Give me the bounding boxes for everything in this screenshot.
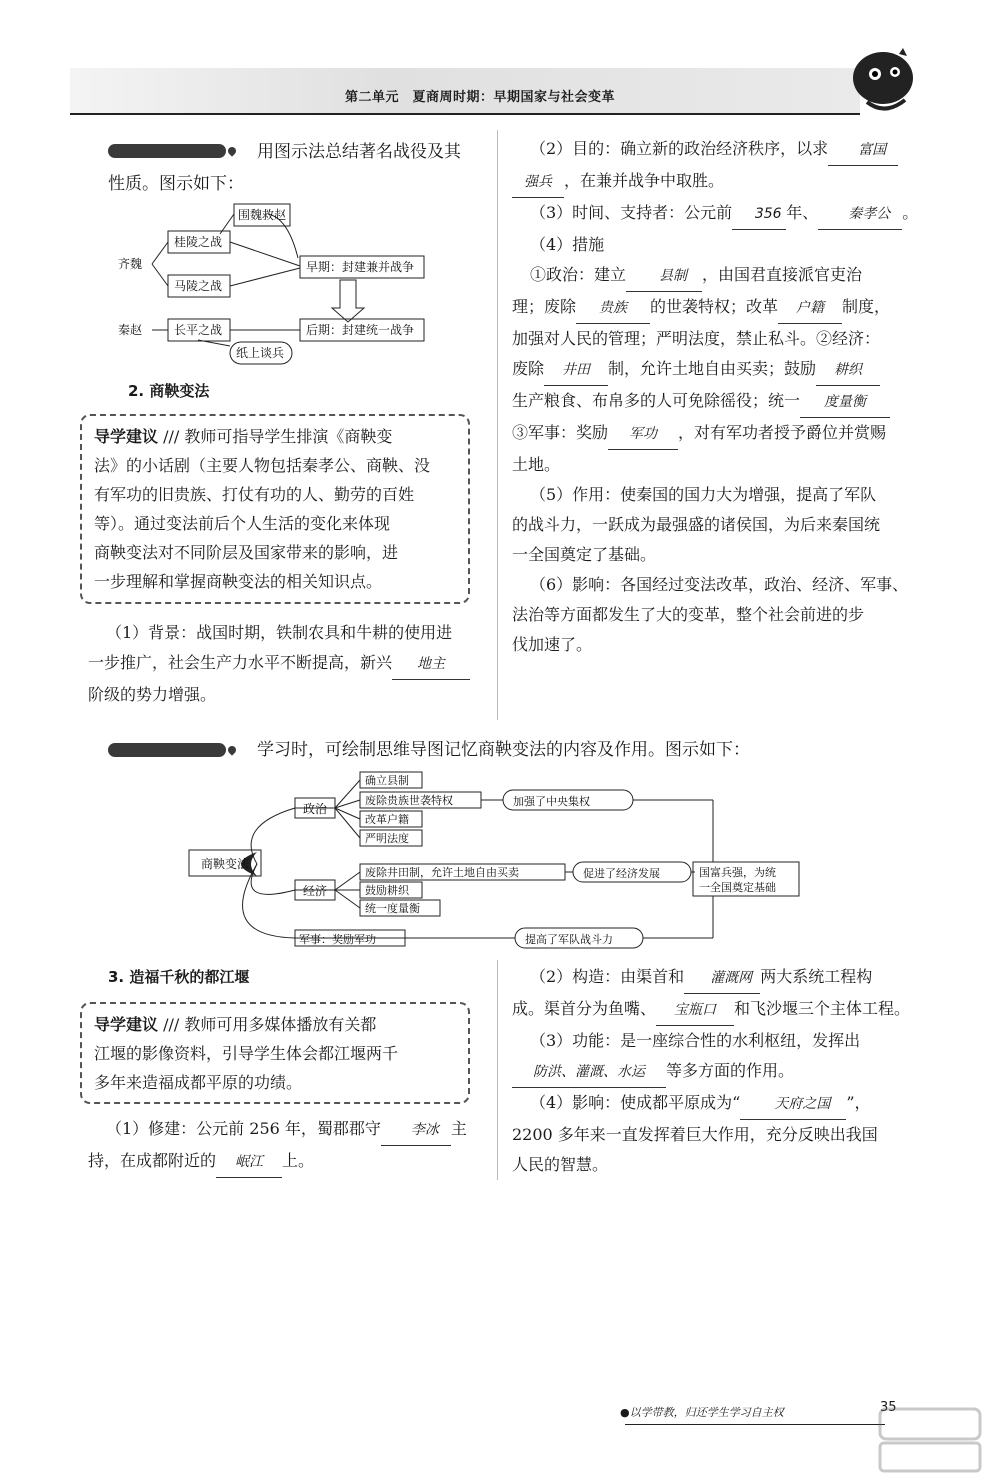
footer-slogan: ●以学带教，归还学生学习自主权 xyxy=(620,1406,784,1419)
early-war-label: 早期：封建兼并战争 xyxy=(306,260,415,274)
blank-qiangbing: 强兵 xyxy=(512,167,564,198)
blank-baopingkou: 宝瓶口 xyxy=(656,995,734,1026)
blank-356: 356 xyxy=(732,199,786,230)
advice2-line2: 多年来造福成都平原的功绩。 xyxy=(94,1073,303,1092)
changping-label: 长平之战 xyxy=(174,323,223,337)
late-war-label: 后期：封建统一战争 xyxy=(306,323,415,337)
advice1-label: 导学建议 xyxy=(94,427,159,446)
mm-politics: 政治 xyxy=(303,802,328,816)
build-paragraph xyxy=(88,1114,493,1178)
effect-line1: （5）作用：使秦国的国力大为增强，提高了军队 xyxy=(530,485,877,504)
purpose-line2: 强兵 ，在兼并战争中取胜。 xyxy=(512,166,922,198)
blank-fuguo: 富国 xyxy=(828,135,898,166)
column-divider-lower xyxy=(497,960,498,1180)
mm-e2: 鼓励耕织 xyxy=(365,884,409,897)
build-line1: （1）修建：公元前 256 年，蜀郡郡守 李冰 主 xyxy=(88,1114,493,1146)
page-number: 35 xyxy=(880,1400,897,1415)
blank-tianfuzhiguo: 天府之国 xyxy=(740,1089,846,1120)
impact-line2: 2200 多年来一直发挥着巨大作用，充分反映出我国 xyxy=(512,1125,878,1144)
qiwei-label: 齐魏 xyxy=(118,257,143,271)
tip2-text: 学习时，可绘制思维导图记忆商鞅变法的内容及作用。图示如下： xyxy=(257,740,750,760)
blank-duliangheng: 度量衡 xyxy=(800,387,890,418)
blank-libing: 李冰 xyxy=(381,1115,451,1146)
guiling-label: 桂陵之战 xyxy=(174,235,223,249)
background-line3: 阶级的势力增强。 xyxy=(88,685,217,704)
blank-jingtian: 井田 xyxy=(544,355,608,386)
section3-title: 3. 造福千秋的都江堰 xyxy=(108,968,250,986)
tip-bar-icon-2 xyxy=(108,743,226,757)
mm-pr: 加强了中央集权 xyxy=(513,795,590,808)
mm-p1: 确立县制 xyxy=(365,774,409,787)
battle-diagram xyxy=(108,196,448,368)
advice2-label: 导学建议 xyxy=(94,1015,159,1034)
blank-minjiang: 岷江 xyxy=(216,1147,282,1178)
right-column xyxy=(512,134,922,660)
advice2-slashes: /// xyxy=(158,1015,185,1034)
mm-p3: 改革户籍 xyxy=(365,813,409,826)
mm-e1: 废除井田制，允许土地自由买卖 xyxy=(365,866,519,879)
background-line1: （1）背景：战国时期，铁制农具和牛耕的使用进 xyxy=(106,623,453,642)
time-line: （3）时间、支持者：公元前 356 年、 秦孝公 。 xyxy=(512,198,922,230)
qinzhao-label: 秦赵 xyxy=(118,323,143,337)
advice1-slashes: /// xyxy=(158,427,185,446)
measures-line6: ③军事：奖励 军功 ，对有军功者授予爵位并赏赐 xyxy=(512,418,922,450)
blank-qinxiaogong: 秦孝公 xyxy=(818,199,902,230)
header-rule xyxy=(70,113,860,115)
structure-line1: （2）构造：由渠首和 灌溉网 两大系统工程构 xyxy=(512,962,932,994)
background-line2: 一步推广，社会生产力水平不断提高，新兴 地主 xyxy=(88,648,493,680)
advice1-line1: 法》的小话剧（主要人物包括秦孝公、商鞅、没 xyxy=(94,456,431,475)
advice-box-2 xyxy=(80,1002,470,1104)
mm-p4: 严明法度 xyxy=(365,832,409,845)
advice-box-1 xyxy=(80,414,470,604)
tip1-line2: 性质。图示如下： xyxy=(108,174,244,194)
measures-line2: 理；废除 贵族 的世袭特权；改革 户籍 制度， xyxy=(512,292,922,324)
measures-title: （4）措施 xyxy=(530,235,605,254)
mm-center: 商鞅变法 xyxy=(201,857,250,871)
purpose-line1: （2）目的：确立新的政治经济秩序，以求 富国 xyxy=(512,134,922,166)
weijiuzhao-label: 围魏救赵 xyxy=(238,208,287,222)
maling-label: 马陵之战 xyxy=(174,279,223,293)
advice2-line1: 江堰的影像资料，引导学生体会都江堰两千 xyxy=(94,1044,399,1063)
column-divider xyxy=(497,130,498,720)
effect-line2: 的战斗力，一跃成为最强盛的诸侯国，为后来秦国统 xyxy=(512,515,881,534)
blank-jungong: 军功 xyxy=(608,419,678,450)
mm-e3: 统一度量衡 xyxy=(365,902,420,915)
function-line1: （3）功能：是一座综合性的水利枢纽，发挥出 xyxy=(530,1031,861,1050)
mm-military: 军事：奖励军功 xyxy=(299,933,376,946)
blank-fanghong: 防洪、灌溉、水运 xyxy=(512,1057,666,1088)
blank-guizu: 贵族 xyxy=(576,293,650,324)
mm-p2: 废除贵族世袭特权 xyxy=(365,794,453,807)
influence-line1: （6）影响：各国经过变法改革，政治、经济、军事、 xyxy=(530,575,909,594)
mm-final1: 国富兵强，为统 xyxy=(699,866,776,879)
measures-line5: 生产粮食、布帛多的人可免除徭役；统一 度量衡 xyxy=(512,386,922,418)
influence-line3: 伐加速了。 xyxy=(512,635,593,654)
impact-line1: （4）影响：使成都平原成为“ 天府之国 ”， xyxy=(512,1088,932,1120)
effect-line3: 一全国奠定了基础。 xyxy=(512,545,657,564)
structure-line2: 成。渠首分为鱼嘴、 宝瓶口 和飞沙堰三个主体工程。 xyxy=(512,994,932,1026)
advice1-line5: 一步理解和掌握商鞅变法的相关知识点。 xyxy=(94,572,383,591)
function-line2: 防洪、灌溉、水运 等多方面的作用。 xyxy=(512,1056,932,1088)
measures-line4: 废除 井田 制，允许土地自由买卖；鼓励 耕织 xyxy=(512,354,922,386)
blank-xianzhi: 县制 xyxy=(626,261,702,292)
blank-gengzhi: 耕织 xyxy=(816,355,880,386)
watermark-logo-icon xyxy=(830,1405,990,1475)
page-header-title: 第二单元 夏商周时期：早期国家与社会变革 xyxy=(345,90,616,105)
blank-dizhu: 地主 xyxy=(392,649,470,680)
background-paragraph xyxy=(88,618,493,710)
mindmap-diagram xyxy=(185,766,815,950)
advice1-line4: 商鞅变法对不同阶层及国家带来的影响，进 xyxy=(94,543,399,562)
advice1-line0: 教师可指导学生排演《商鞅变 xyxy=(184,427,393,446)
zhishang-label: 纸上谈兵 xyxy=(236,346,285,360)
tip1-line1: 用图示法总结著名战役及其 xyxy=(257,142,461,162)
build-line2: 持，在成都附近的 岷江 上。 xyxy=(88,1146,493,1178)
advice1-line3: 等）。通过变法前后个人生活的变化来体现 xyxy=(94,514,391,533)
mm-mr: 提高了军队战斗力 xyxy=(525,933,613,946)
advice1-line2: 有军功的旧贵族、打仗有功的人、勤劳的百姓 xyxy=(94,485,415,504)
influence-line2: 法治等方面都发生了大的变革，整个社会前进的步 xyxy=(512,605,865,624)
mascot-icon xyxy=(845,40,925,120)
measures-line3: 加强对人民的管理；严明法度，禁止私斗。②经济： xyxy=(512,329,881,348)
advice2-line0: 教师可用多媒体播放有关都 xyxy=(184,1015,377,1034)
section2-title: 2. 商鞅变法 xyxy=(128,382,210,400)
mm-er: 促进了经济发展 xyxy=(583,867,660,880)
mm-final2: 一全国奠定基础 xyxy=(699,881,776,894)
blank-huji: 户籍 xyxy=(778,293,842,324)
measures-line1: ①政治：建立 县制 ，由国君直接派官吏治 xyxy=(512,260,922,292)
impact-line3: 人民的智慧。 xyxy=(512,1155,609,1174)
tip-bar-icon xyxy=(108,144,226,158)
dujiangyan-right xyxy=(512,962,932,1180)
measures-line7: 土地。 xyxy=(512,455,561,474)
blank-guangaiwang: 灌溉网 xyxy=(684,963,760,994)
mm-economy: 经济 xyxy=(303,884,328,898)
